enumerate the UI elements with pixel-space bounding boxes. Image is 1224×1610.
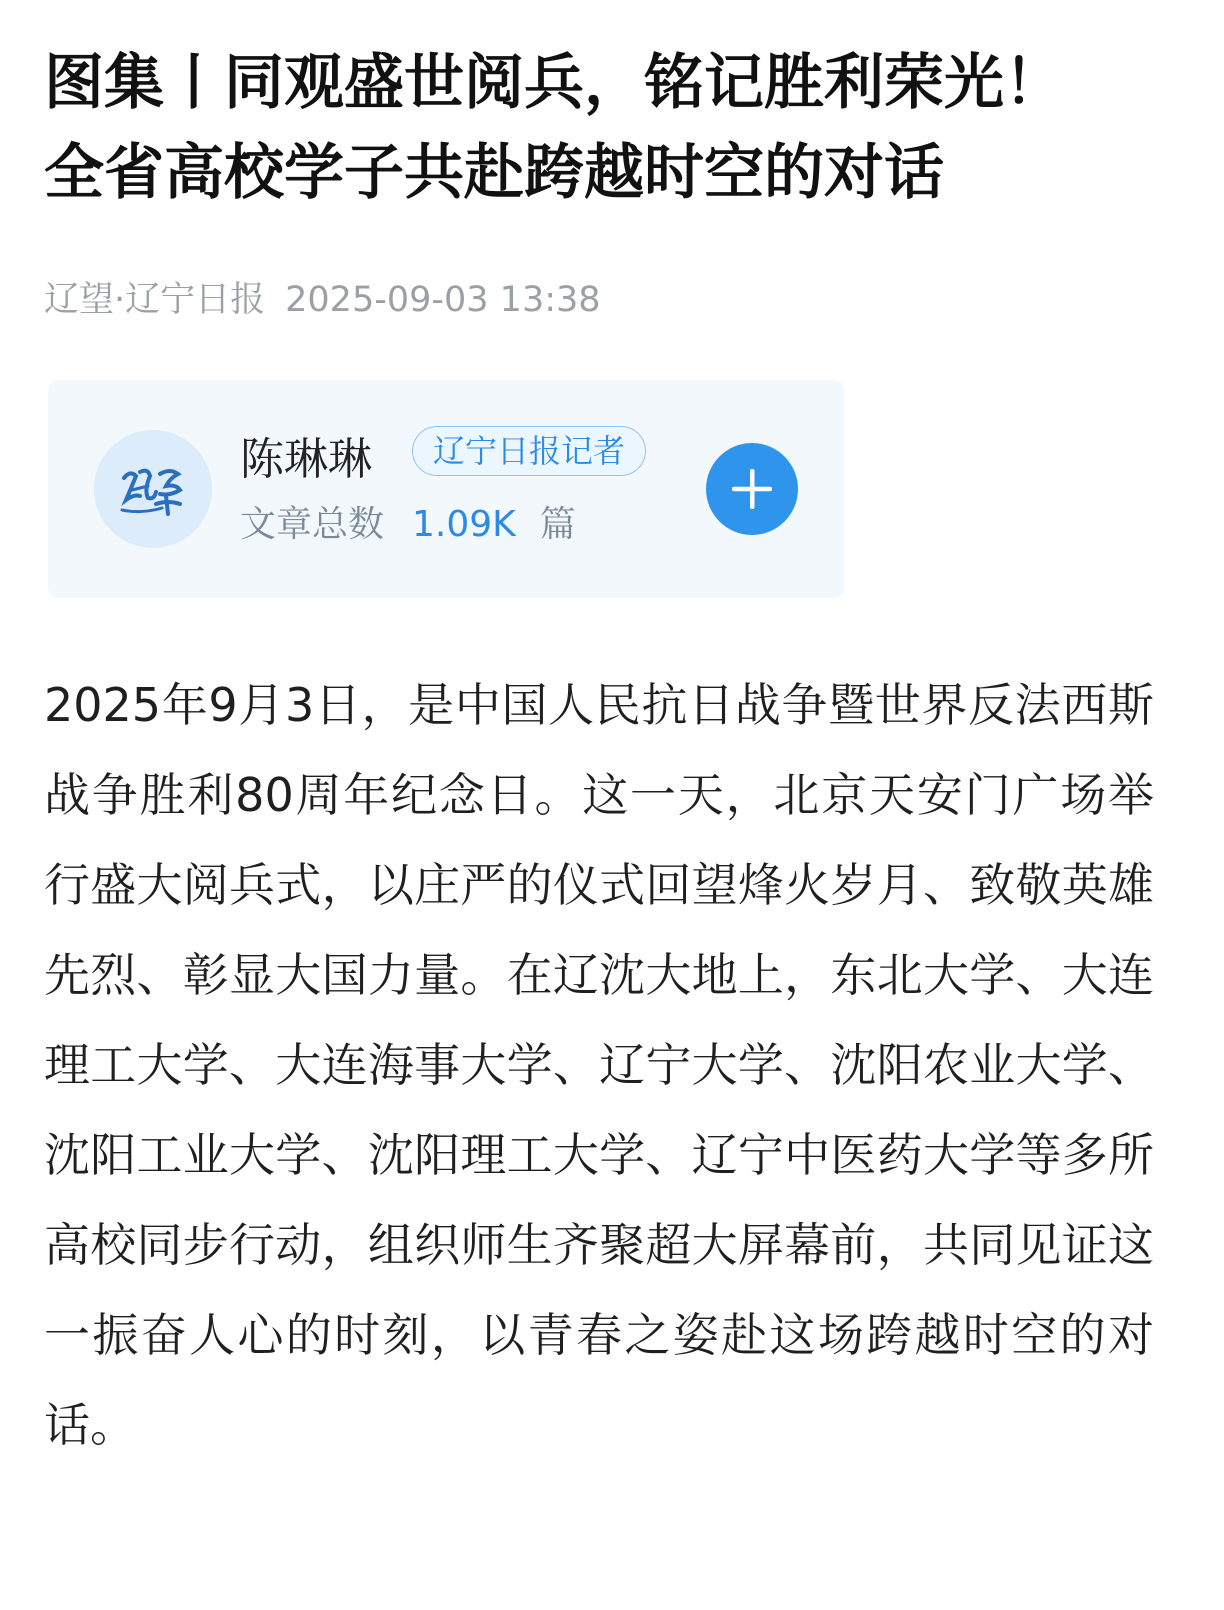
plus-icon [730, 467, 774, 511]
author-name[interactable]: 陈琳琳 [240, 434, 372, 485]
author-card[interactable] [48, 380, 844, 598]
author-role-badge: 辽宁日报记者 [412, 426, 646, 476]
author-article-count: 1.09K [412, 504, 516, 545]
liaowang-logo-icon [94, 430, 212, 548]
author-stats-unit: 篇 [539, 504, 576, 545]
article-title [44, 38, 1184, 218]
article-title-line-2: 全省高校学子共赴跨越时空的对话 [44, 138, 944, 208]
author-stats-label: 文章总数 [240, 504, 385, 545]
follow-button[interactable] [706, 443, 798, 535]
author-avatar[interactable] [94, 430, 212, 548]
article-body: 2025年9月3日，是中国人民抗日战争暨世界反法西斯战争胜利80周年纪念日。这一天，北京天安门广场举行盛大阅兵式，以庄严的仪式回望烽火岁月、致敬英雄先烈、彰显大国力量。在辽沈大地上，东北大学、大连理工大学、大连海事大学、辽宁大学、沈阳农业大学、沈阳工业大学、沈阳理工大学、辽宁中医药大学等多所高校同步行动，组织师生齐聚超大屏幕前，共同见证这一振奋人心的时刻，以青春之姿赴这场跨越时空的对话。 [44, 678, 1154, 1452]
article-source[interactable]: 辽望·辽宁日报 [44, 280, 266, 320]
article-meta [44, 278, 601, 322]
article-title-line-1: 图集丨同观盛世阅兵，铭记胜利荣光！ [44, 48, 1064, 118]
author-stats [240, 502, 576, 548]
article-publish-time: 2025-09-03 13:38 [285, 280, 601, 320]
